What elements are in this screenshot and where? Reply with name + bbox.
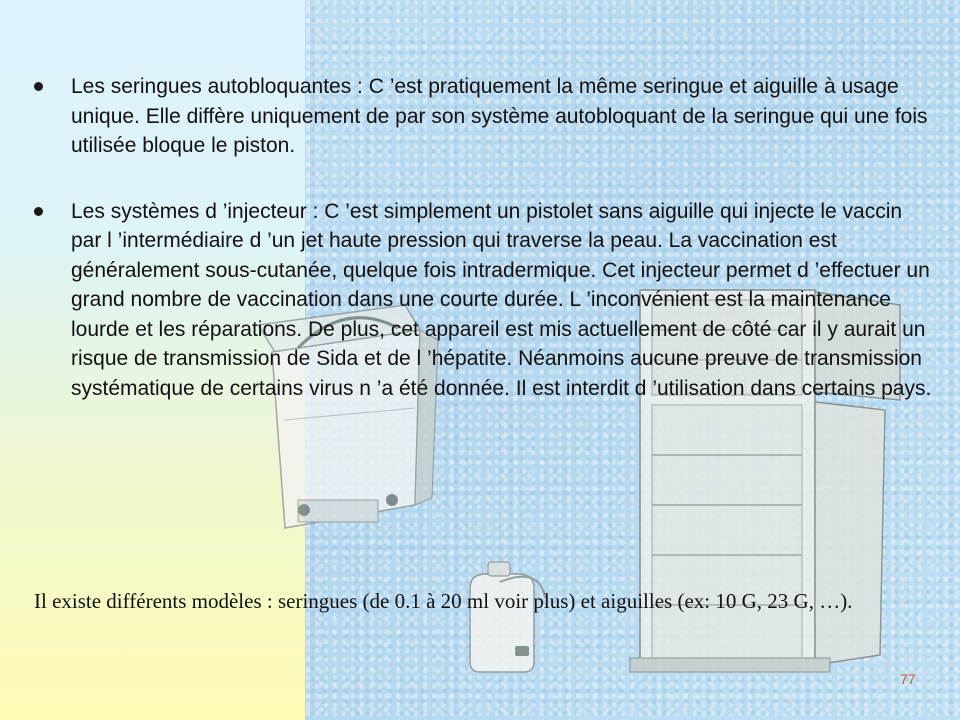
bullet-icon	[34, 82, 43, 91]
bullet-icon	[34, 207, 43, 216]
bullet-list	[34, 72, 934, 439]
water-container-image	[470, 562, 545, 672]
bullet-item-autoblocking-syringes	[34, 72, 934, 161]
bullet-text: Les seringues autobloquantes : C ’est pratiquement la même seringue et aiguille à usage unique. Elle diffère uniquement de par son système autobloquant de la seringue qui une fois utilisée bloque le piston.	[71, 75, 928, 157]
bullet-text: Les systèmes d ’injecteur : C ’est simplement un pistolet sans aiguille qui injecte le vaccin par l ’intermédiaire d ’un jet haute pression qui traverse la peau. La vaccination est généralement sous-cutanée, quelque fois intradermique. Cet injecteur permet d ’effectuer un grand nombre de vaccination dans une courte durée. L ’inconvénient est la maintenance lourde et les réparations. De plus, cet appareil est mis actuellement de côté car il y aurait un risque de transmission de Sida et de l ’hépatite. Néanmoins aucune preuve de transmission systématique de certains virus n ’a été donnée. Il est interdit d ’utilisation dans certains pays.	[71, 199, 932, 400]
page-number: 77	[900, 671, 916, 687]
closing-paragraph: Il existe différents modèles : seringues (de 0.1 à 20 ml voir plus) et aiguilles (ex: 10 G, 23 G, …).	[34, 589, 853, 613]
bullet-item-injector-systems	[34, 197, 934, 404]
